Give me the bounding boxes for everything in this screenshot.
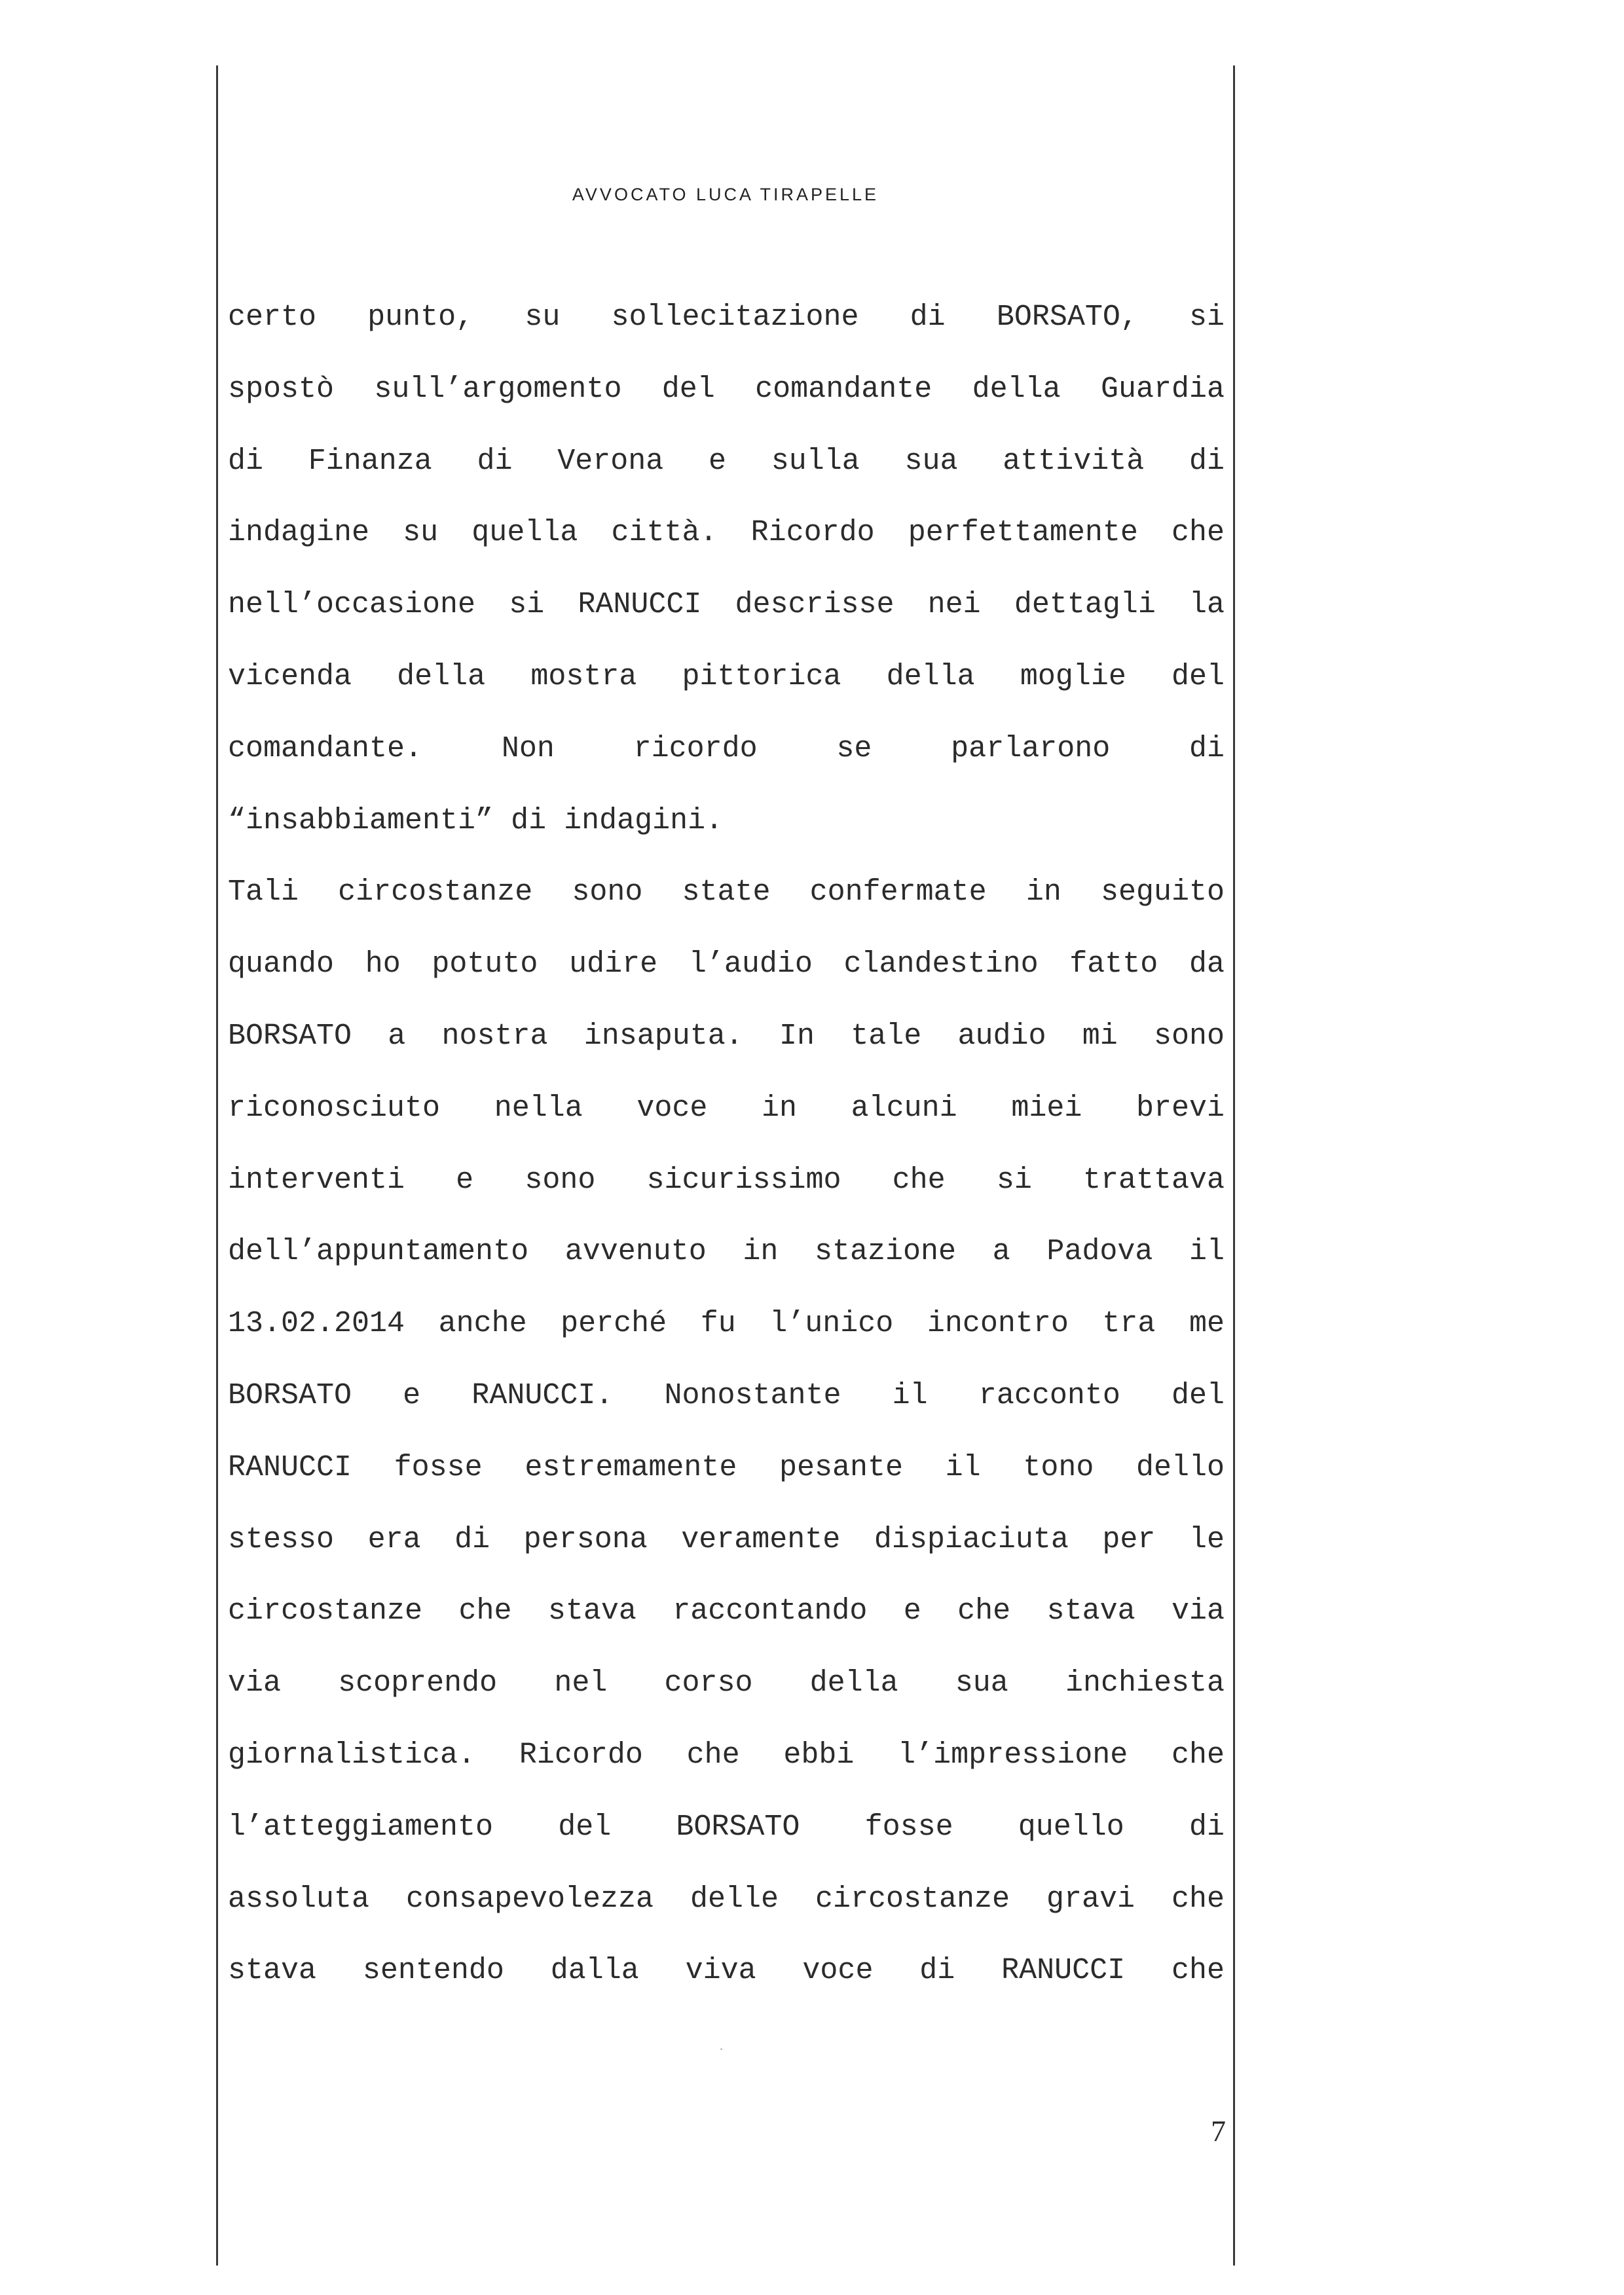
text-line: stesso era di persona veramente dispiaciuta per le [228,1522,1225,1556]
page-number: 7 [1211,2114,1226,2148]
right-margin-rule [1233,65,1235,2266]
text-line: interventi e sono sicurissimo che si trattava [228,1163,1225,1197]
text-line: certo punto, su sollecitazione di BORSATO, si [228,301,1225,334]
text-line: riconosciuto nella voce in alcuni miei brevi [228,1091,1225,1125]
text-line: stava sentendo dalla viva voce di RANUCCI che [228,1954,1225,1988]
text-line: BORSATO a nostra insaputa. In tale audio mi sono [228,1019,1225,1053]
text-line: BORSATO e RANUCCI. Nonostante il racconto del [228,1378,1225,1412]
text-line: nell’occasione si RANUCCI descrisse nei dettagli la [228,588,1225,622]
text-line: quando ho potuto udire l’audio clandestino fatto da [228,947,1225,982]
text-line: l’atteggiamento del BORSATO fosse quello di [228,1810,1225,1844]
left-margin-rule [216,65,218,2266]
text-line: 13.02.2014 anche perché fu l’unico incontro tra me [228,1307,1225,1341]
letterhead: AVVOCATO LUCA TIRAPELLE [572,185,879,204]
text-line: indagine su quella città. Ricordo perfettamente che [228,516,1225,550]
text-line: giornalistica. Ricordo che ebbi l’impressione che [228,1738,1225,1772]
text-line: circostanze che stava raccontando e che stava via [228,1594,1225,1628]
body-text [228,291,1225,2017]
text-line: dell’appuntamento avvenuto in stazione a Padova il [228,1235,1225,1269]
text-line: assoluta consapevolezza delle circostanze gravi che [228,1882,1225,1916]
text-line: via scoprendo nel corso della sua inchiesta [228,1666,1225,1700]
text-line: vicenda della mostra pittorica della moglie del [228,659,1225,693]
text-line: Tali circostanze sono state confermate in seguito [228,875,1225,909]
text-line: “insabbiamenti” di indagini. [228,803,724,837]
text-line: di Finanza di Verona e sulla sua attività di [228,444,1225,478]
scan-speck [720,2048,722,2050]
text-line: comandante. Non ricordo se parlarono di [228,731,1225,765]
text-line: RANUCCI fosse estremamente pesante il tono dello [228,1450,1225,1484]
text-line: spostò sull’argomento del comandante della Guardia [228,372,1225,406]
